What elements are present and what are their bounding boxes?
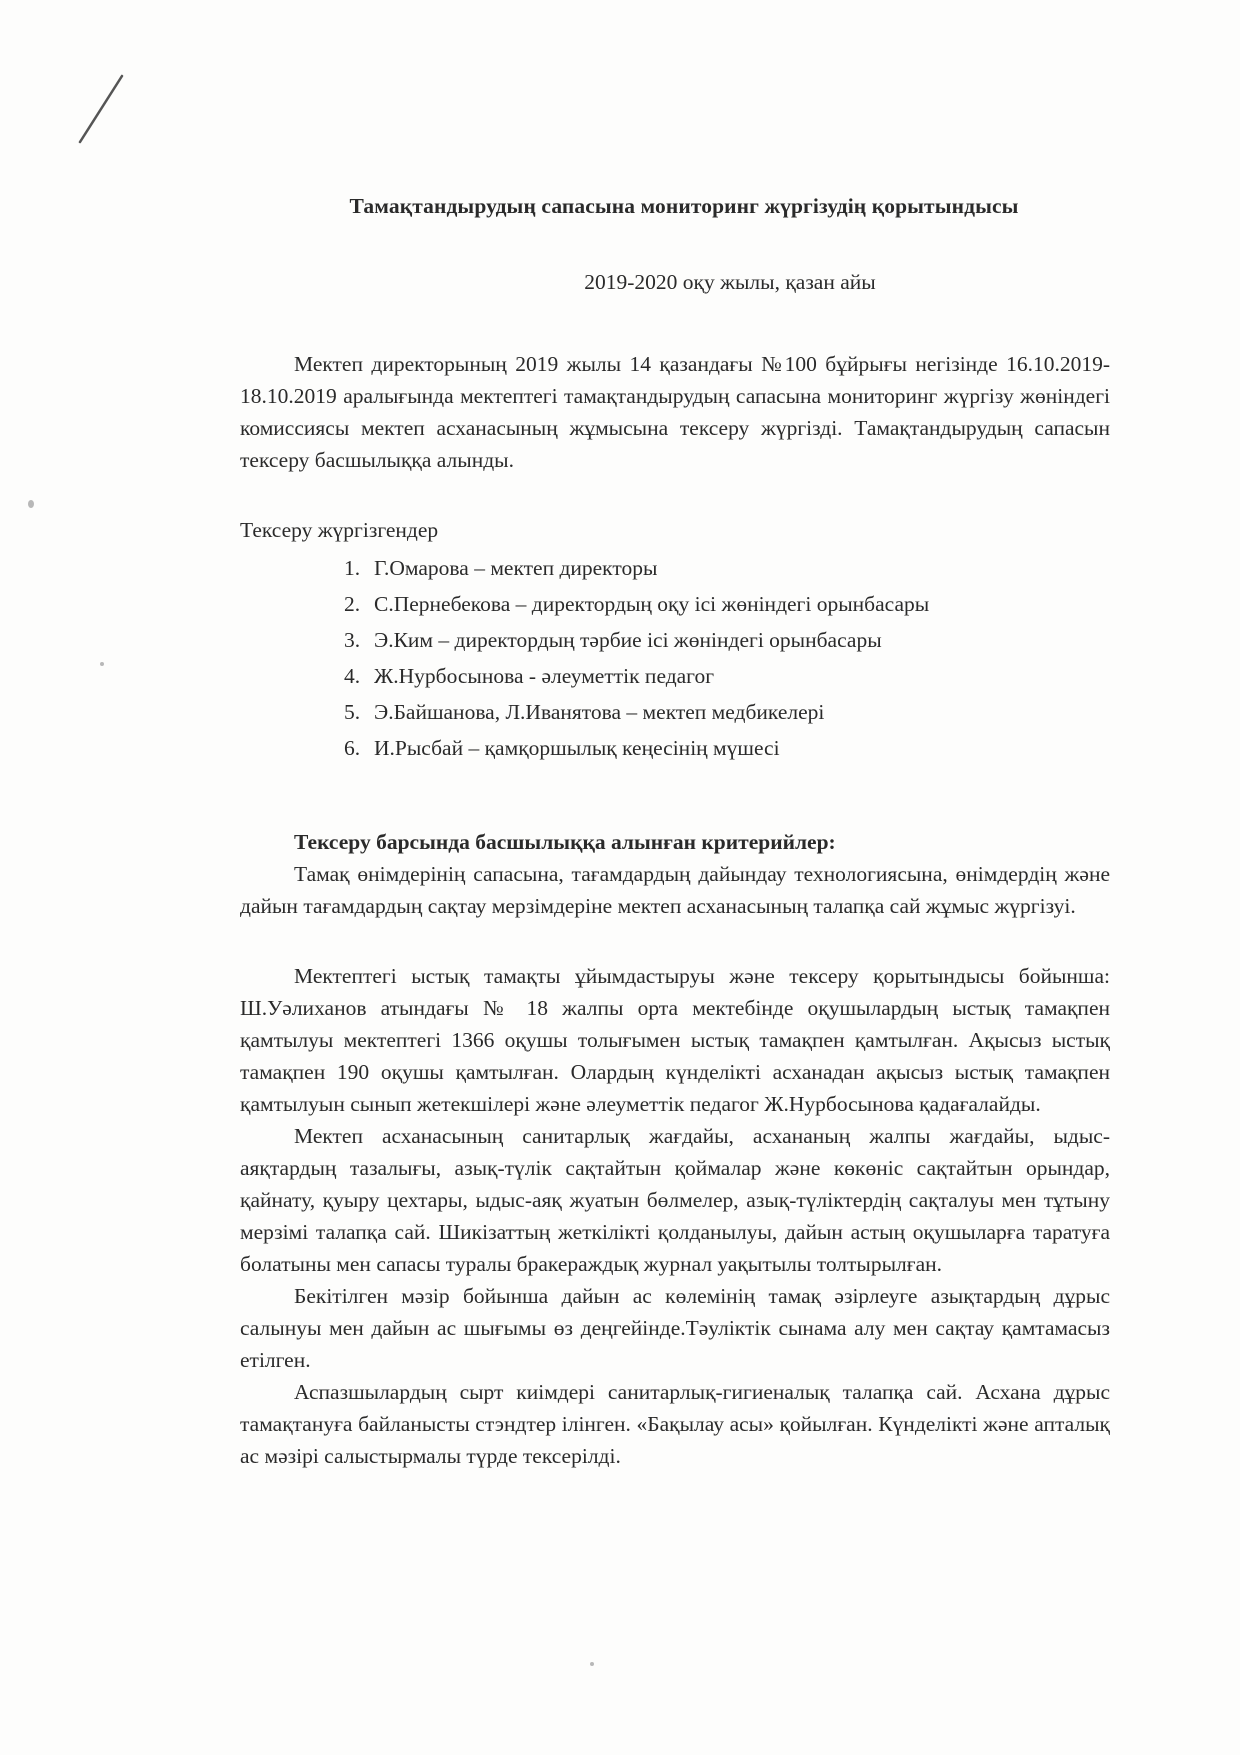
- list-number: 2.: [344, 592, 361, 616]
- scan-speck: [28, 500, 34, 508]
- pen-slash-mark: [70, 70, 130, 150]
- document-subtitle: 2019-2020 оқу жылы, қазан айы: [584, 270, 876, 294]
- list-item: [344, 730, 1110, 766]
- document-body: [240, 190, 1110, 1472]
- menu-paragraph: Бекітілген мәзір бойынша дайын ас көлемінің тамақ әзірлеуге азықтардың дұрыс салынуы мен дайын ас шығымы өз деңгейінде.Тәуліктік сынама алу мен сақтау қамтамасыз етілген.: [240, 1284, 1110, 1372]
- members-heading: Тексеру жүргізгендер: [240, 518, 439, 542]
- member-text: Ж.Нурбосынова - әлеуметтік педагог: [374, 664, 715, 688]
- member-text: Э.Байшанова, Л.Иванятова – мектеп медбикелері: [374, 700, 825, 724]
- hot-meals-paragraph: Мектептегі ыстық тамақты ұйымдастыруы және тексеру қорытындысы бойынша: Ш.Уәлиханов атындағы № 18 жалпы орта мектебінде оқушылардың ыстық тамақпен қамтылуы мектептегі 1366 оқушы толығымен ыстық тамақпен қамтылған. Ақысыз ыстық тамақпен 190 оқушы қамтылған. Олардың күнделікті асханадан ақысыз ыстық тамақпен қамтылуын сынып жетекшілері және әлеуметтік педагог Ж.Нурбосынова қадағалайды.: [240, 964, 1110, 1116]
- scan-speck: [590, 1662, 594, 1666]
- list-number: 1.: [344, 556, 361, 580]
- list-item: [344, 586, 1110, 622]
- list-number: 5.: [344, 700, 361, 724]
- member-text: И.Рысбай – қамқоршылық кеңесінің мүшесі: [374, 736, 780, 760]
- member-text: Э.Ким – директордың тәрбие ісі жөніндегі орынбасары: [374, 628, 882, 652]
- member-text: Г.Омарова – мектеп директоры: [374, 556, 658, 580]
- list-number: 6.: [344, 736, 361, 760]
- sanitary-paragraph: Мектеп асханасының санитарлық жағдайы, асхананың жалпы жағдайы, ыдыс-аяқтардың тазалығы, азық-түлік сақтайтын қоймалар және көкөніс сақтайтын орындар, қайнату, қуыру цехтары, ыдыс-аяқ жуатын бөлмелер, азық-түліктердің сақталуы мен тұтыну мерзімі талапқа сай. Шикізаттың жеткілікті қолданылуы, дайын астың оқушыларға таратуға болатыны мен сапасы туралы бракераждық журнал уақытылы толтырылған.: [240, 1124, 1110, 1276]
- cooks-paragraph: Аспазшылардың сырт киімдері санитарлық-гигиеналық талапқа сай. Асхана дұрыс тамақтануға байланысты стэндтер ілінген. «Бақылау асы» қойылған. Күнделікті және апталық ас мәзірі салыстырмалы түрде тексерілді.: [240, 1380, 1110, 1468]
- list-item: [344, 550, 1110, 586]
- criteria-heading: Тексеру барсында басшылыққа алынған критерийлер:: [294, 830, 836, 854]
- document-title: Тамақтандырудың сапасына мониторинг жүргізудің қорытындысы: [349, 194, 1019, 218]
- list-item: [344, 658, 1110, 694]
- list-number: 3.: [344, 628, 361, 652]
- list-number: 4.: [344, 664, 361, 688]
- scan-speck: [100, 662, 104, 666]
- members-list: [240, 550, 1110, 766]
- member-text: С.Пернебекова – директордың оқу ісі жөніндегі орынбасары: [374, 592, 930, 616]
- criteria-paragraph: Тамақ өнімдерінің сапасына, тағамдардың дайындау технологиясына, өнімдердің және дайын тағамдардың сақтау мерзімдеріне мектеп асханасының талапқа сай жұмыс жүргізуі.: [240, 862, 1110, 918]
- list-item: [344, 622, 1110, 658]
- list-item: [344, 694, 1110, 730]
- intro-paragraph: Мектеп директорының 2019 жылы 14 қазандағы №100 бұйрығы негізінде 16.10.2019-18.10.2019 аралығында мектептегі тамақтандырудың сапасына мониторинг жүргізу жөніндегі комиссиясы мектеп асханасының жұмысына тексеру жүргізді. Тамақтандырудың сапасын тексеру басшылыққа алынды.: [240, 352, 1110, 472]
